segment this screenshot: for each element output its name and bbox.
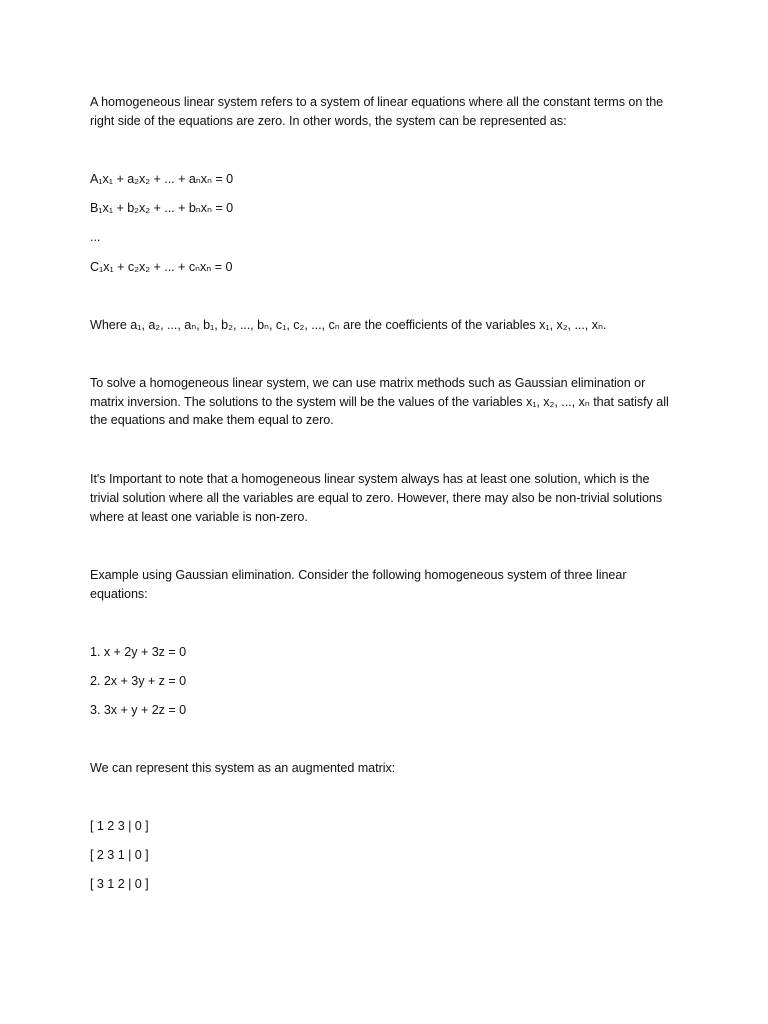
coefficients-note: Where a₁, a₂, ..., aₙ, b₁, b₂, ..., bₙ, c₁, c₂, ..., cₙ are the coefficients of the variables x₁, x₂, ..., xₙ. bbox=[90, 318, 607, 332]
example-equation-3: 3. 3x + y + 2z = 0 bbox=[90, 703, 187, 717]
trivial-paragraph-line-3: where at least one variable is non-zero. bbox=[90, 510, 308, 524]
solve-paragraph-line-2: matrix inversion. The solutions to the system will be the values of the variables x₁, x₂, ..., xₙ that satisfy all bbox=[90, 395, 669, 409]
general-equation-ellipsis: ... bbox=[90, 230, 101, 244]
matrix-row-2: [ 2 3 1 | 0 ] bbox=[90, 848, 149, 862]
trivial-paragraph-line-1: It's Important to note that a homogeneous linear system always has at least one solution, which is the bbox=[90, 472, 650, 486]
matrix-row-1: [ 1 2 3 | 0 ] bbox=[90, 819, 149, 833]
trivial-paragraph-line-2: trivial solution where all the variables are equal to zero. However, there may also be non-trivial solutions bbox=[90, 491, 663, 505]
example-equation-2: 2. 2x + 3y + z = 0 bbox=[90, 674, 187, 688]
general-equation-2: B₁x₁ + b₂x₂ + ... + bₙxₙ = 0 bbox=[90, 201, 234, 215]
matrix-intro: We can represent this system as an augmented matrix: bbox=[90, 761, 396, 775]
intro-line-2: right side of the equations are zero. In other words, the system can be represented as: bbox=[90, 114, 567, 128]
matrix-row-3: [ 3 1 2 | 0 ] bbox=[90, 877, 149, 891]
example-intro-line-1: Example using Gaussian elimination. Consider the following homogeneous system of three linear bbox=[90, 568, 627, 582]
general-equation-3: C₁x₁ + c₂x₂ + ... + cₙxₙ = 0 bbox=[90, 260, 233, 274]
general-equation-1: A₁x₁ + a₂x₂ + ... + aₙxₙ = 0 bbox=[90, 172, 234, 186]
solve-paragraph-line-1: To solve a homogeneous linear system, we can use matrix methods such as Gaussian elimination or bbox=[90, 376, 646, 390]
solve-paragraph-line-3: the equations and make them equal to zero. bbox=[90, 413, 334, 427]
example-equation-1: 1. x + 2y + 3z = 0 bbox=[90, 645, 187, 659]
example-intro-line-2: equations: bbox=[90, 587, 148, 601]
intro-line-1: A homogeneous linear system refers to a system of linear equations where all the constant terms on the bbox=[90, 95, 664, 109]
